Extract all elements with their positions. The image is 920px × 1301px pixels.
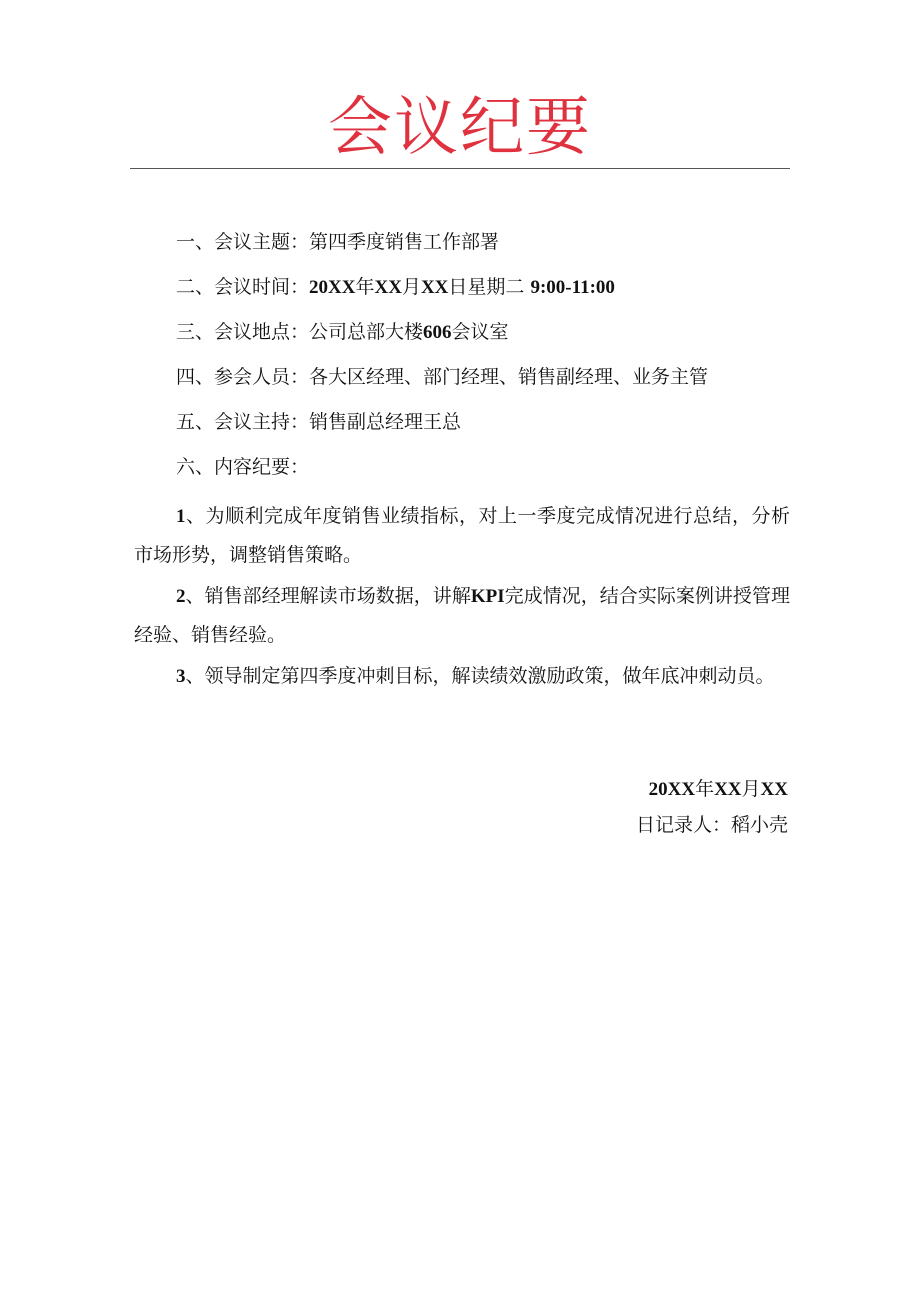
time-year-unit: 年 [355,276,375,298]
point-2-num: 2 [176,586,186,607]
point-2-text-a: 、销售部经理解读市场数据，讲解 [185,585,471,607]
sig-year-unit: 年 [695,778,715,800]
point-2-kpi: KPI [470,586,505,607]
time-day: XX [420,277,449,298]
item-place-label: 三、会议地点： [176,321,310,343]
item-attendees-label: 四、参会人员： [176,366,310,388]
signature-date [649,777,788,802]
item-attendees [176,365,708,389]
item-topic-value: 第四季度销售工作部署 [309,231,500,253]
time-month: XX [374,277,402,298]
item-host-label: 五、会议主持： [176,411,310,433]
item-time-label: 二、会议时间： [176,276,310,298]
item-time [176,275,615,300]
item-attendees-value: 各大区经理、部门经理、销售副经理、业务主管 [309,366,709,388]
point-1-text: 、为顺利完成年度销售业绩指标，对上一季度完成情况进行总结，分析市场形势，调整销售策略。 [134,505,790,566]
time-month-unit: 月 [401,276,421,298]
sig-month: XX [714,779,742,800]
title-divider [130,168,790,169]
place-room: 606 [423,322,452,343]
sig-day: XX [760,779,788,800]
time-day-unit: 日星期二 [448,276,525,298]
item-topic-label: 一、会议主题： [176,231,310,253]
point-2 [134,577,790,654]
sig-month-unit: 月 [741,778,761,800]
point-3-num: 3 [176,666,186,687]
point-1-num: 1 [176,506,186,527]
item-host [176,410,461,434]
document-title: 会议纪要 [328,91,592,165]
point-3 [134,657,790,696]
sig-year: 20XX [648,779,696,800]
point-3-text: 、领导制定第四季度冲刺目标，解读绩效激励政策，做年底冲刺动员。 [185,665,775,687]
place-suffix: 会议室 [451,321,509,343]
item-content-label: 六、内容纪要： [176,456,310,478]
point-1 [134,497,790,574]
signature-recorder: 日记录人：稻小壳 [635,814,788,836]
item-host-value: 销售副总经理王总 [309,411,462,433]
point-2-text-b: 完成情况，结合实际案例讲授管理经验、销售经验。 [134,585,790,646]
place-prefix: 公司总部大楼 [309,321,424,343]
item-topic [176,230,499,254]
time-year: 20XX [309,277,356,298]
item-content [176,455,309,479]
item-place [176,320,509,345]
time-hours: 9:00-11:00 [530,277,615,298]
